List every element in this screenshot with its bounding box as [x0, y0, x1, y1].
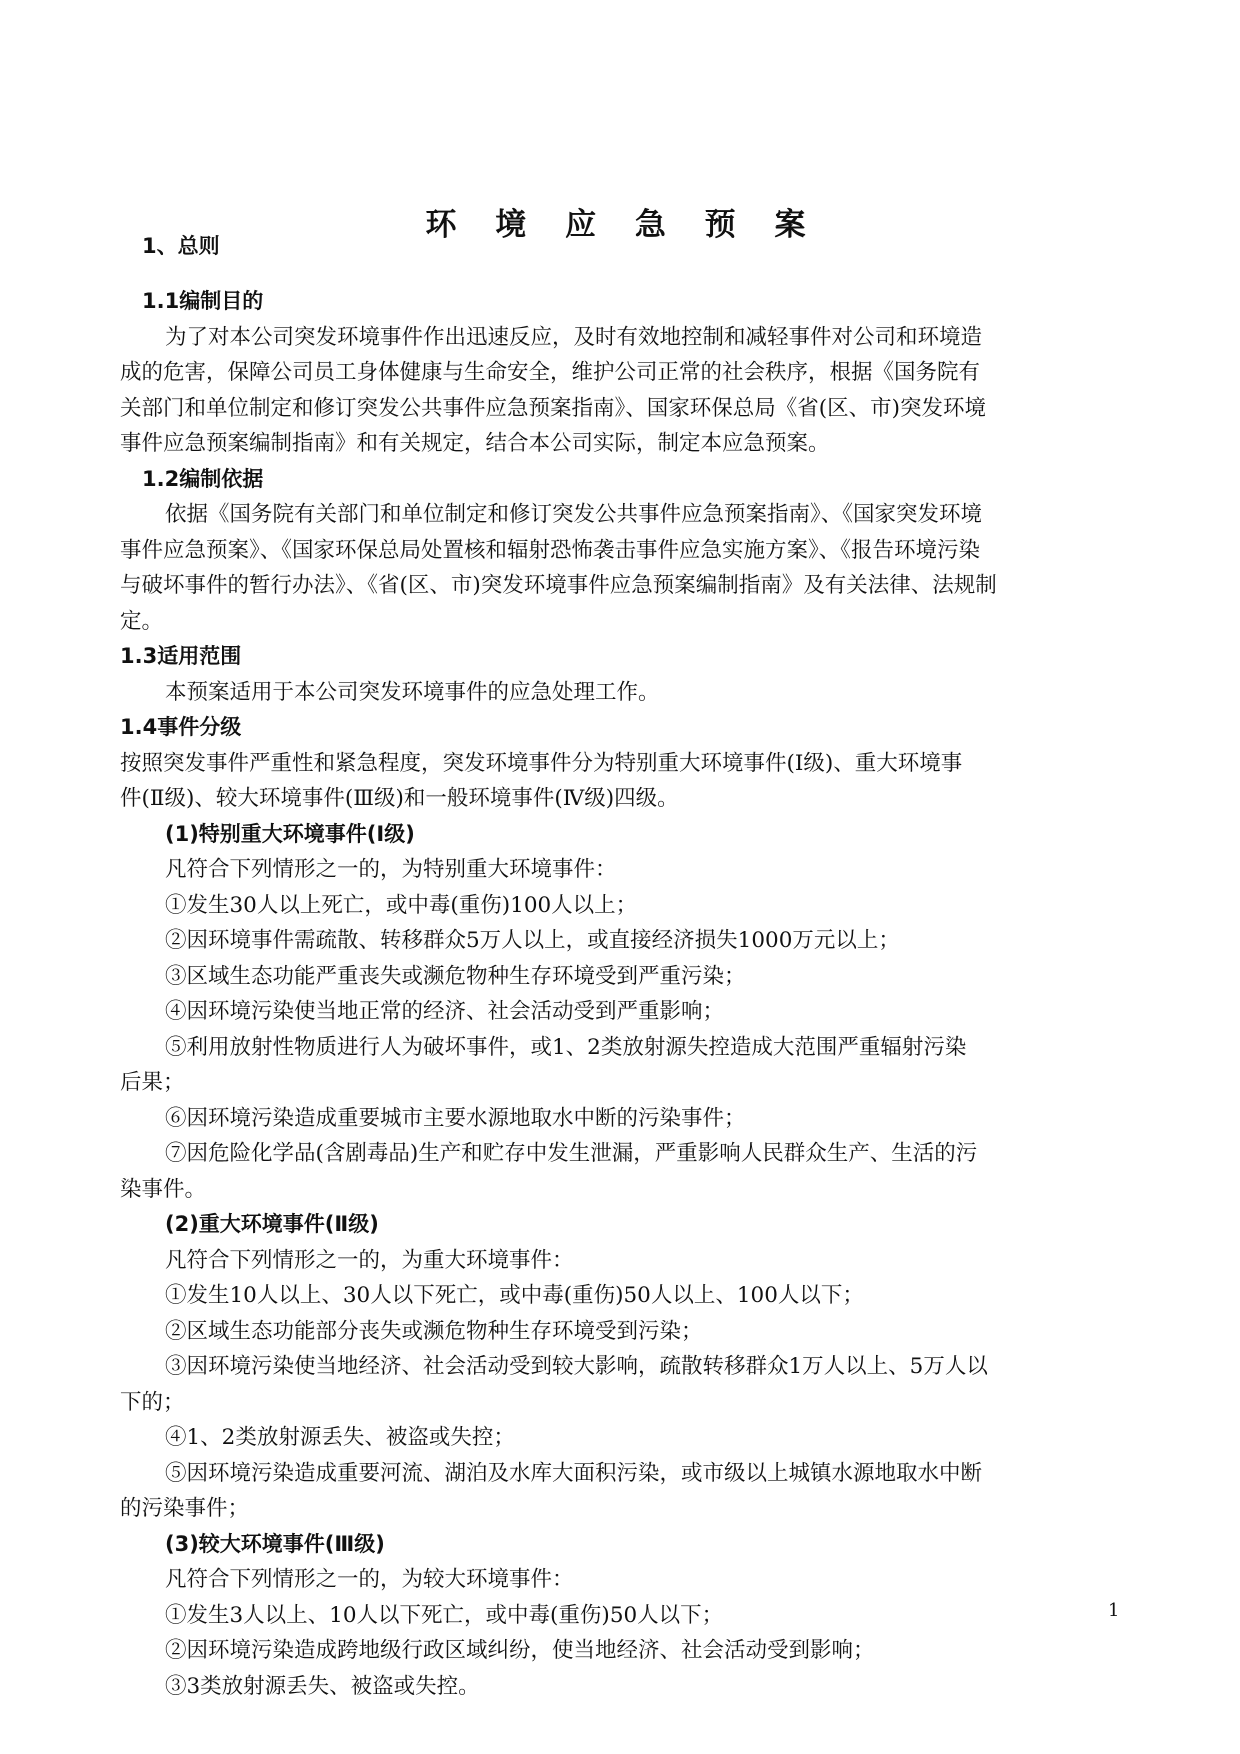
list-item-continuation: 下的； [120, 1389, 185, 1415]
paragraph-line: 件(Ⅱ级)、较大环境事件(Ⅲ级)和一般环境事件(Ⅳ级)四级。 [120, 786, 679, 811]
paragraph-line: 依据《国务院有关部门和单位制定和修订突发公共事件应急预案指南》、《国家突发环境 [165, 502, 983, 527]
list-item-continuation: 的污染事件； [120, 1496, 250, 1521]
section-1 [120, 229, 1125, 265]
list-item-continuation: 后果； [120, 1070, 185, 1095]
section-1-1-heading: 1.1编制目的 [142, 289, 264, 313]
list-item: ③因环境污染使当地经济、社会活动受到较大影响，疏散转移群众1万人以上、5万人以 [165, 1354, 988, 1379]
list-item: ②区域生态功能部分丧失或濒危物种生存环境受到污染； [165, 1318, 703, 1344]
list-item: ③区域生态功能严重丧失或濒危物种生存环境受到严重污染； [165, 963, 746, 989]
list-intro: 凡符合下列情形之一的，为重大环境事件： [165, 1247, 574, 1273]
section-1-heading: 1、总则 [142, 234, 220, 258]
paragraph-line: 为了对本公司突发环境事件作出迅速反应，及时有效地控制和减轻事件对公司和环境造 [165, 324, 983, 350]
page-number: 1 [1108, 1600, 1120, 1621]
list-intro: 凡符合下列情形之一的，为特别重大环境事件： [165, 857, 617, 882]
list-item: ③3类放射源丢失、被盗或失控。 [165, 1673, 480, 1699]
list-item: ⑤因环境污染造成重要河流、湖泊及水库大面积污染，或市级以上城镇水源地取水中断 [165, 1460, 983, 1486]
paragraph-line: 定。 [120, 608, 164, 634]
list-item: ②因环境污染造成跨地级行政区域纠纷，使当地经济、社会活动受到影响； [165, 1638, 875, 1663]
document-title: 环 境 应 急 预 案 [425, 207, 820, 243]
list-item: ④因环境污染使当地正常的经济、社会活动受到严重影响； [165, 999, 725, 1024]
list-item-continuation: 染事件。 [120, 1176, 207, 1202]
list-item: ①发生30人以上死亡，或中毒(重伤)100人以上； [165, 892, 638, 918]
list-item: ⑦因危险化学品(含剧毒品)生产和贮存中发生泄漏，严重影响人民群众生产、生活的污 [165, 1141, 978, 1166]
level-2-heading: (2)重大环境事件(Ⅱ级) [165, 1212, 379, 1236]
list-item: ②因环境事件需疏散、转移群众5万人以上，或直接经济损失1000万元以上； [165, 928, 900, 953]
list-item: ①发生10人以上、30人以下死亡，或中毒(重伤)50人以上、100人以下； [165, 1283, 864, 1308]
list-intro: 凡符合下列情形之一的，为较大环境事件： [165, 1567, 574, 1592]
paragraph-line: 事件应急预案编制指南》和有关规定，结合本公司实际，制定本应急预案。 [120, 431, 830, 456]
level-1-heading: (1)特别重大环境事件(Ⅰ级) [165, 821, 415, 846]
paragraph-line: 与破坏事件的暂行办法》、《省(区、市)突发环境事件应急预案编制指南》及有关法律、法规制 [120, 573, 997, 598]
paragraph-line: 成的危害，保障公司员工身体健康与生命安全，维护公司正常的社会秩序，根据《国务院有 [120, 360, 981, 385]
paragraph-line: 关部门和单位制定和修订突发公共事件应急预案指南》、国家环保总局《省(区、市)突发环境 [120, 395, 987, 421]
list-item: ⑥因环境污染造成重要城市主要水源地取水中断的污染事件； [165, 1105, 746, 1131]
list-item: ①发生3人以上、10人以下死亡，或中毒(重伤)50人以下； [165, 1602, 724, 1628]
list-item: ④1、2类放射源丢失、被盗或失控； [165, 1425, 515, 1450]
paragraph-line: 本预案适用于本公司突发环境事件的应急处理工作。 [165, 679, 660, 705]
section-1-3-heading: 1.3适用范围 [120, 644, 242, 668]
section-1-2-heading: 1.2编制依据 [142, 466, 264, 491]
section-1-4-heading: 1.4事件分级 [120, 715, 242, 739]
paragraph-line: 事件应急预案》、《国家环保总局处置核和辐射恐怖袭击事件应急实施方案》、《报告环境污染 [120, 537, 981, 563]
paragraph-line: 按照突发事件严重性和紧急程度，突发环境事件分为特别重大环境事件(Ⅰ级)、重大环境事 [120, 750, 963, 776]
section-1-1 [120, 284, 1125, 1704]
level-3-heading: (3)较大环境事件(Ⅲ级) [165, 1531, 385, 1556]
list-item: ⑤利用放射性物质进行人为破坏事件，或1、2类放射源失控造成大范围严重辐射污染 [165, 1034, 967, 1060]
